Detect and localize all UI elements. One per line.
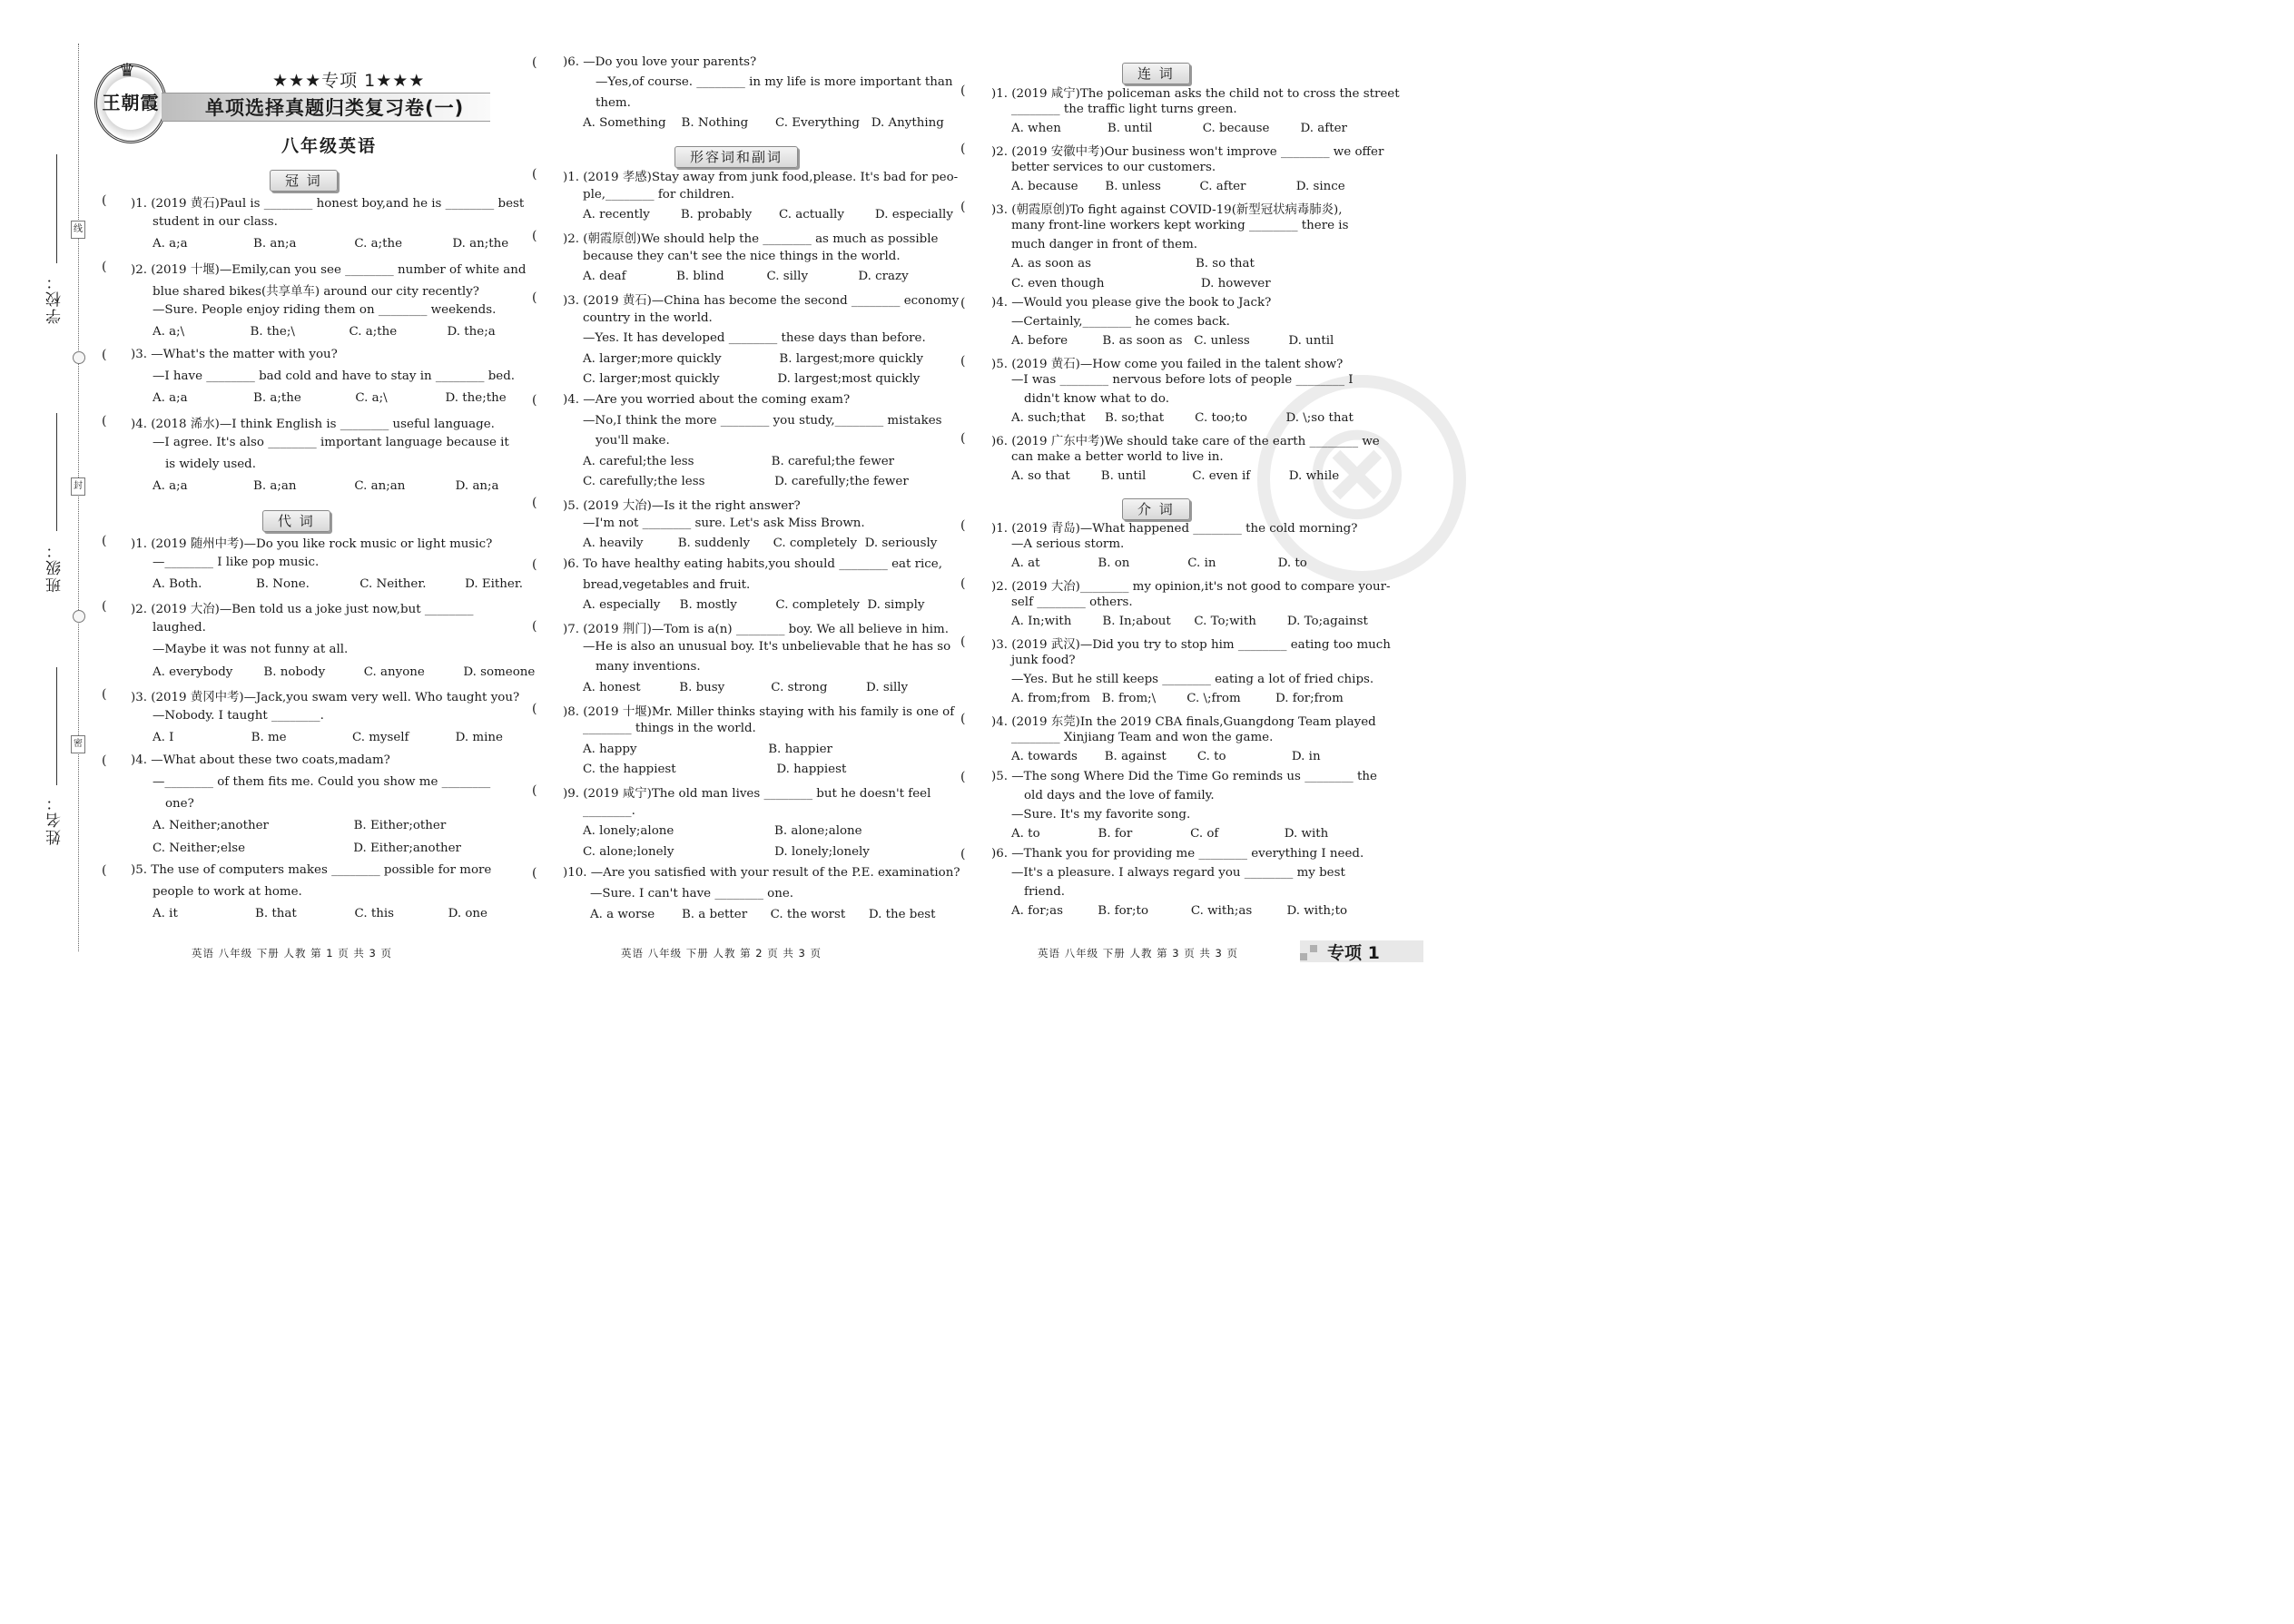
answer-paren: ( [532,783,537,798]
question-line: A. at B. on C. in D. to [1011,556,1307,570]
question-line: —Yes,of course. ________ in my life is more important than [596,75,953,89]
question-line: —________ of them fits me. Could you show me ________ [153,775,491,789]
question-line: )10. —Are you satisfied with your result of the P.E. examination? [563,866,960,880]
answer-paren: ( [960,200,966,214]
answer-paren: ( [960,84,966,98]
answer-paren: ( [102,753,107,768]
footer-page-1: 英语 八年级 下册 人教 第 1 页 共 3 页 [192,947,393,960]
answer-paren: ( [532,229,537,243]
section-pronouns: 代 词 [262,510,330,532]
question-line: A. everybody B. nobody C. anyone D. someone [153,665,536,679]
question-line: )3. —What's the matter with you? [131,348,338,361]
question-line: A. when B. until C. because D. after [1011,122,1347,135]
school-blank [56,154,57,263]
answer-paren: ( [532,290,537,305]
question-line: bread,vegetables and fruit. [583,578,751,592]
question-line: —I was ________ nervous before lots of people ________ I [1011,373,1354,387]
answer-paren: ( [532,619,537,634]
question-line: country in the world. [583,311,713,325]
question-line: )3. (朝霞原创)To fight against COVID-19(新型冠状病毒肺炎), [991,203,1343,217]
question-line: many front-line workers kept working ________ there is [1011,219,1349,232]
answer-paren: ( [960,712,966,726]
question-line: A. a;a B. a;an C. an;an D. an;a [153,479,499,493]
answer-paren: ( [532,702,537,716]
question-line: )8. (2019 十堰)Mr. Miller thinks staying with his family is one of [563,705,955,719]
corner-square [1310,945,1317,952]
question-line: —I'm not ________ sure. Let's ask Miss Brown. [583,517,865,530]
binding-dotted-line [78,44,79,951]
question-line: A. a;a B. a;the C. a;\ D. the;the [153,391,507,405]
answer-paren: ( [960,518,966,533]
question-line: junk food? [1011,654,1076,667]
binding-hole [73,610,85,623]
question-line: A. honest B. busy C. strong D. silly [583,681,909,694]
question-line: A. Both. B. None. C. Neither. D. Either. [153,577,524,591]
question-line: )1. (2019 随州中考)—Do you like rock music or light music? [131,537,493,551]
question-line: A. it B. that C. this D. one [153,907,487,920]
question-line: )4. —Would you please give the book to Jack? [991,296,1272,310]
question-line: )2. (2019 十堰)—Emily,can you see ________ number of white and [131,263,527,277]
question-line: )1. (2019 孝感)Stay away from junk food,please. It's bad for peo- [563,171,959,184]
question-line: people to work at home. [153,885,302,899]
class-label: 班级： [46,541,64,593]
question-line: —I have ________ bad cold and have to stay in ________ bed. [153,369,516,383]
question-line: —Sure. People enjoy riding them on ________ weekends. [153,303,497,317]
answer-paren: ( [960,847,966,861]
question-line: —________ I like pop music. [153,556,320,569]
question-line: A. a;a B. an;a C. a;the D. an;the [153,237,509,251]
answer-paren: ( [532,393,537,408]
question-line: A. careful;the less B. careful;the fewer [583,455,895,468]
question-line: )4. —What about these two coats,madam? [131,753,390,767]
subject-title: 八年级英语 [281,136,378,156]
question-line: you'll make. [596,434,670,448]
answer-paren: ( [960,770,966,784]
question-line: A. so that B. until C. even if D. while [1011,469,1340,483]
binding-tag-seal: 封 [71,477,85,496]
question-line: )1. (2019 咸宁)The policeman asks the child not to cross the street [991,87,1400,101]
crown-icon: ♛ [119,59,135,81]
question-line: —A serious storm. [1011,537,1125,551]
question-line: A. heavily B. suddenly C. completely D. seriously [583,536,938,550]
question-line: C. carefully;the less D. carefully;the fewer [583,475,909,488]
question-line: )4. (2019 东莞)In the 2019 CBA finals,Guangdong Team played [991,715,1376,729]
question-line: )9. (2019 咸宁)The old man lives ________ but he doesn't feel [563,787,931,801]
question-line: student in our class. [153,215,278,229]
question-line: A. In;with B. In;about C. To;with D. To;against [1011,615,1368,628]
answer-paren: ( [102,260,107,274]
question-line: )3. (2019 黄冈中考)—Jack,you swam very well. Who taught you? [131,691,520,704]
question-line: because they can't see the nice things in the world. [583,250,901,263]
answer-paren: ( [960,431,966,446]
question-line: old days and the love of family. [1024,789,1215,802]
answer-paren: ( [532,557,537,572]
answer-paren: ( [960,142,966,156]
question-line: A. especially B. mostly C. completely D. simply [583,598,925,612]
binding-tag-secret: 密 [71,735,85,753]
question-line: —Sure. I can't have ________ one. [590,887,794,901]
question-line: )5. The use of computers makes ________ possible for more [131,863,492,877]
question-line: )5. (2019 大冶)—Is it the right answer? [563,499,801,513]
logo-text: 王朝霞 [102,92,160,113]
binding-tag-line: 线 [71,221,85,239]
special-label: ★★★专项 1★★★ [272,71,426,91]
section-articles: 冠 词 [270,170,338,192]
class-blank [56,413,57,531]
question-line: can make a better world to live in. [1011,450,1224,464]
question-line: ________. [583,804,635,818]
question-line: )1. (2019 青岛)—What happened ________ the cold morning? [991,522,1358,536]
question-line: )2. (朝霞原创)We should help the ________ as much as possible [563,232,939,246]
answer-paren: ( [532,55,537,70]
answer-paren: ( [960,296,966,310]
question-line: blue shared bikes(共享单车) around our city recently? [153,285,479,299]
question-line: A. Something B. Nothing C. Everything D. Anything [583,116,944,130]
answer-paren: ( [532,866,537,881]
question-line: A. a worse B. a better C. the worst D. the best [590,908,936,921]
answer-paren: ( [102,348,107,362]
question-line: C. alone;lonely D. lonely;lonely [583,845,870,859]
question-line: )3. (2019 武汉)—Did you try to stop him ________ eating too much [991,638,1391,652]
footer-page-2: 英语 八年级 下册 人教 第 2 页 共 3 页 [621,947,822,960]
question-line: A. lonely;alone B. alone;alone [583,824,862,838]
question-line: ple,________ for children. [583,188,734,202]
answer-paren: ( [102,193,107,208]
question-line: —It's a pleasure. I always regard you ________ my best [1011,866,1345,880]
question-line: A. such;that B. so;that C. too;to D. \;so that [1011,411,1354,425]
question-line: —He is also an unusual boy. It's unbelievable that he has so [583,640,951,654]
question-line: )6. To have healthy eating habits,you should ________ eat rice, [563,557,942,571]
question-line: A. as soon as B. so that [1011,257,1255,271]
question-line: A. happy B. happier [583,743,832,756]
answer-paren: ( [960,354,966,369]
question-line: A. to B. for C. of D. with [1011,827,1329,841]
question-line: A. before B. as soon as C. unless D. until [1011,334,1334,348]
question-line: )4. —Are you worried about the coming exam? [563,393,851,407]
question-line: A. I B. me C. myself D. mine [153,731,503,744]
answer-paren: ( [102,534,107,548]
seal-watermark-glyph: ⊗ [1300,392,1414,550]
brand-logo [94,59,167,143]
question-line: —Yes. But he still keeps ________ eating a lot of fried chips. [1011,673,1374,686]
corner-square [1300,953,1307,960]
question-line: )7. (2019 荆门)—Tom is a(n) ________ boy. We all believe in him. [563,623,950,636]
corner-label: 专项 1 [1327,943,1380,963]
answer-paren: ( [102,599,107,614]
question-line: better services to our customers. [1011,161,1216,174]
question-line: —I agree. It's also ________ important language because it [153,436,509,449]
answer-paren: ( [102,687,107,702]
question-line: is widely used. [165,458,257,471]
question-line: them. [596,96,631,110]
question-line: —Certainly,________ he comes back. [1011,315,1230,329]
question-line: one? [165,797,194,811]
question-line: )2. (2019 安徽中考)Our business won't improve ________ we offer [991,145,1384,159]
question-line: ________ Xinjiang Team and won the game. [1011,731,1274,744]
footer-page-3: 英语 八年级 下册 人教 第 3 页 共 3 页 [1038,947,1239,960]
section-adjectives-adverbs: 形容词和副词 [674,146,798,168]
question-line: —Sure. It's my favorite song. [1011,808,1191,822]
question-line: —Maybe it was not funny at all. [153,643,349,656]
school-label: 学校： [46,272,64,324]
question-line: )5. —The song Where Did the Time Go reminds us ________ the [991,770,1377,783]
answer-paren: ( [102,414,107,428]
section-conjunctions: 连 词 [1122,63,1190,84]
question-line: ________ the traffic light turns green. [1011,103,1237,116]
question-line: A. deaf B. blind C. silly D. crazy [583,270,909,283]
answer-paren: ( [532,496,537,510]
question-line: )6. —Do you love your parents? [563,55,757,69]
question-line: didn't know what to do. [1024,392,1169,406]
name-blank [56,667,57,785]
question-line: A. Neither;another B. Either;other [153,819,447,832]
question-line: A. recently B. probably C. actually D. especially [583,208,953,221]
answer-paren: ( [532,167,537,182]
question-line: —Nobody. I taught ________. [153,709,324,723]
question-line: —Yes. It has developed ________ these days than before. [583,331,926,345]
question-line: A. for;as B. for;to C. with;as D. with;to [1011,904,1348,918]
question-line: )2. (2019 大冶)—Ben told us a joke just now,but ________ [131,603,474,616]
question-line: )5. (2019 黄石)—How come you failed in the talent show? [991,358,1344,371]
question-line: A. towards B. against C. to D. in [1011,750,1321,763]
page-title: 单项选择真题归类复习卷(一) [205,97,465,119]
question-line: C. the happiest D. happiest [583,763,847,776]
answer-paren: ( [960,635,966,649]
question-line: friend. [1024,885,1066,899]
question-line: many inventions. [596,660,701,674]
question-line: A. a;\ B. the;\ C. a;the D. the;a [153,325,496,339]
question-line: )4. (2018 浠水)—I think English is ________ useful language. [131,418,495,431]
question-line: A. from;from B. from;\ C. \;from D. for;from [1011,692,1344,705]
section-prepositions: 介 词 [1122,498,1190,520]
name-label: 姓名： [46,793,64,845]
exam-page [0,0,1423,1008]
question-line: laughed. [153,621,206,635]
question-line: —No,I think the more ________ you study,________ mistakes [583,414,942,428]
question-line: much danger in front of them. [1011,238,1198,251]
question-line: ________ things in the world. [583,722,756,735]
binding-hole [73,351,85,364]
question-line: )2. (2019 大冶)________ my opinion,it's not good to compare your- [991,580,1391,594]
question-line: self ________ others. [1011,595,1133,609]
question-line: C. Neither;else D. Either;another [153,842,461,855]
question-line: A. because B. unless C. after D. since [1011,180,1345,193]
question-line: )3. (2019 黄石)—China has become the second ________ economy [563,294,960,308]
question-line: A. larger;more quickly B. largest;more quickly [583,352,923,366]
question-line: )6. (2019 广东中考)We should take care of the earth ________ we [991,435,1380,448]
answer-paren: ( [102,863,107,878]
question-line: C. even though D. however [1011,277,1271,290]
answer-paren: ( [960,576,966,591]
question-line: )1. (2019 黄石)Paul is ________ honest boy,and he is ________ best [131,197,525,211]
question-line: )6. —Thank you for providing me ________ everything I need. [991,847,1364,861]
question-line: C. larger;most quickly D. largest;most quickly [583,372,921,386]
